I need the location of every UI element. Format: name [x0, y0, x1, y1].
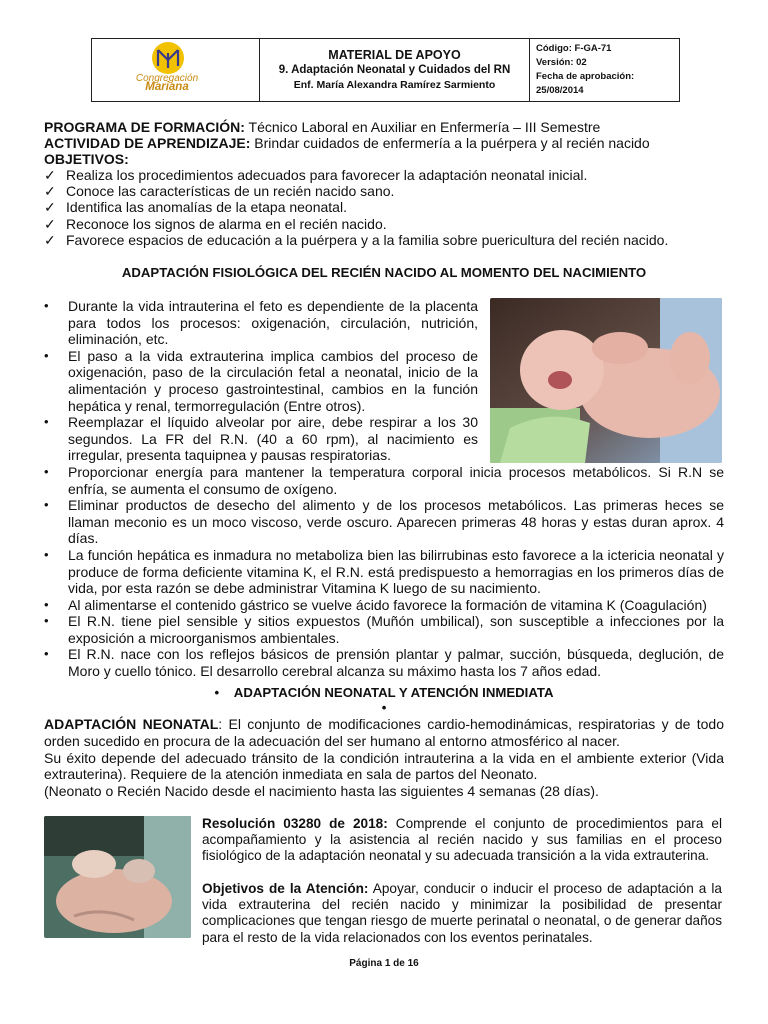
definition-text: : El conjunto de modificaciones cardio-hemodinámicas, respiratorias y de todo orden sucedido en procura de la adecuación del ser humano al entorno atmosférico al nacer.	[44, 716, 724, 749]
list-item: • El R.N. tiene piel sensible y sitios expuestos (Muñón umbilical), son susceptible a infecciones por la exposición a microorganismos ambientales.	[44, 613, 724, 646]
header-title-cell	[260, 39, 530, 101]
doc-author: Enf. María Alexandra Ramírez Sarmiento	[293, 79, 496, 91]
list-item: • Al alimentarse el contenido gástrico se vuelve ácido favorece la formación de vitamina K (Coagulación)	[44, 597, 724, 614]
doc-subtitle: 9. Adaptación Neonatal y Cuidados del RN	[278, 64, 511, 76]
doc-version: Versión: 02	[536, 57, 587, 68]
objective-item	[44, 167, 724, 184]
logo-cell	[92, 39, 260, 101]
approval-date: 25/08/2014	[536, 85, 584, 96]
list-item: • La función hepática es inmadura no metaboliza bien las bilirrubinas esto favorece a la ictericia neonatal y produce de forma deficiente vitamina K, el R.N. está predispuesto a hemorragias en los primeros días de vida, por esta razón se debe administrar Vitamina K luego de su nacimiento.	[44, 547, 724, 597]
objective-item	[44, 232, 724, 249]
objective-item	[44, 183, 724, 200]
stray-bullet: •	[381, 700, 387, 715]
page-number: Página 1 de 16	[349, 958, 419, 969]
list-item: • El R.N. nace con los reflejos básicos de prensión plantar y palmar, succión, búsqueda, deglución, de Moro y cuello tónico. El desarrollo cerebral alcanza su máximo hasta los 7 años edad.	[44, 646, 724, 679]
resolution-paragraph	[202, 816, 722, 865]
congregation-logo-icon	[148, 41, 188, 75]
program-label: PROGRAMA DE FORMACIÓN:	[44, 119, 245, 135]
success-paragraph: Su éxito depende del adecuado tránsito de la condición intrauterina a la vida en el ambiente exterior (Vida extrauterina). Requiere de la atención inmediata en sala de partos del Neonato.	[44, 749, 724, 783]
objective-text: Identifica las anomalías de la etapa neonatal.	[66, 199, 347, 215]
activity-line	[44, 135, 724, 152]
resolution-label: Resolución 03280 de 2018:	[202, 816, 388, 831]
care-objectives-label: Objetivos de la Atención:	[202, 881, 369, 896]
objective-text: Reconoce los signos de alarma en el recién nacido.	[66, 216, 387, 232]
checkmark-icon: ✓	[44, 232, 56, 248]
definition-paragraph	[44, 716, 724, 750]
care-objectives-text: Apoyar, conducir o inducir el proceso de adaptación a la vida extrauterina del recién nacido y minimizar la posibilidad de presentar complicaciones que tengan riesgo de muerte perinatal o neonatal, o de generar daños para el resto de la vida relacionados con los eventos perinatales.	[202, 881, 722, 945]
resolution-text: Comprende el conjunto de procedimientos para el acompañamiento y la asistencia al recién nacido y sus familias en el proceso fisiológico de la adaptación neonatal y su adecuada transición a la vida extrauterina.	[202, 816, 722, 864]
activity-value: Brindar cuidados de enfermería a la puérpera y al recién nacido	[250, 135, 650, 151]
newborn-care-photo	[44, 816, 191, 938]
title-bullet: •	[214, 685, 220, 700]
section-title-physiological: ADAPTACIÓN FISIOLÓGICA DEL RECIÉN NACIDO AL MOMENTO DEL NACIMIENTO	[121, 265, 647, 280]
objective-text: Conoce las características de un recién nacido sano.	[66, 183, 395, 199]
header-meta-cell	[530, 39, 679, 101]
list-item: • Durante la vida intrauterina el feto es dependiente de la placenta para todos los procesos: oxigenación, circulación, nutrición, eliminación, etc.	[44, 298, 478, 348]
checkmark-icon: ✓	[44, 199, 56, 215]
header-table	[91, 38, 680, 102]
approval-label: Fecha de aprobación:	[536, 71, 635, 82]
objective-text: Favorece espacios de educación a la puérpera y a la familia sobre puericultura del recién nacido.	[66, 232, 669, 248]
neonate-paragraph: (Neonato o Recién Nacido desde el nacimiento hasta las siguientes 4 semanas (28 días).	[44, 783, 599, 800]
doc-title: MATERIAL DE APOYO	[328, 48, 461, 62]
list-item: • Eliminar productos de desecho del alimento y de los procesos metabólicos. Las primeras heces se llaman meconio es un moco viscoso, verde oscuro. Aparecen primeras 48 horas y estas duran aprox. 4 días.	[44, 497, 724, 547]
activity-label: ACTIVIDAD DE APRENDIZAJE:	[44, 135, 251, 151]
program-value: Técnico Laboral en Auxiliar en Enfermería – III Semestre	[244, 119, 601, 135]
newborn-care-image	[44, 816, 191, 938]
care-objectives-paragraph	[202, 881, 722, 946]
definition-label: ADAPTACIÓN NEONATAL	[44, 716, 219, 732]
list-item: • Reemplazar el líquido alveolar por aire, debe respirar a los 30 segundos. La FR del R.N. (40 a 60 rpm), al nacimiento es irregular, presenta taquipnea y pausas respiratorias.	[44, 414, 478, 464]
list-item: • Proporcionar energía para mantener la temperatura corporal inicia procesos metabólicos. Si R.N se enfría, se aumenta el consumo de oxígeno.	[44, 464, 724, 497]
logo-text-line2: Mariana	[145, 81, 189, 93]
objective-item	[44, 199, 724, 216]
objectives-heading: OBJETIVOS:	[44, 151, 129, 167]
objective-item	[44, 216, 724, 233]
section-title-neonatal	[0, 685, 768, 700]
section-title-text: ADAPTACIÓN NEONATAL Y ATENCIÓN INMEDIATA	[233, 685, 554, 700]
checkmark-icon: ✓	[44, 167, 56, 183]
logo-text-line1: Congregación	[135, 73, 199, 84]
doc-code: Código: F-GA-71	[536, 43, 612, 54]
neonatal-definition	[44, 716, 724, 800]
checkmark-icon: ✓	[44, 183, 56, 199]
list-item: • El paso a la vida extrauterina implica cambios del proceso de oxigenación, paso de la circulación fetal a neonatal, inicio de la alimentación y proceso gastrointestinal, cambios en la función hepática y renal, termorregulación (Entre otros).	[44, 348, 478, 414]
physiology-bullet-list	[44, 298, 724, 680]
checkmark-icon: ✓	[44, 216, 56, 232]
objective-text: Realiza los procedimientos adecuados para favorecer la adaptación neonatal inicial.	[66, 167, 588, 183]
program-line	[44, 119, 724, 136]
